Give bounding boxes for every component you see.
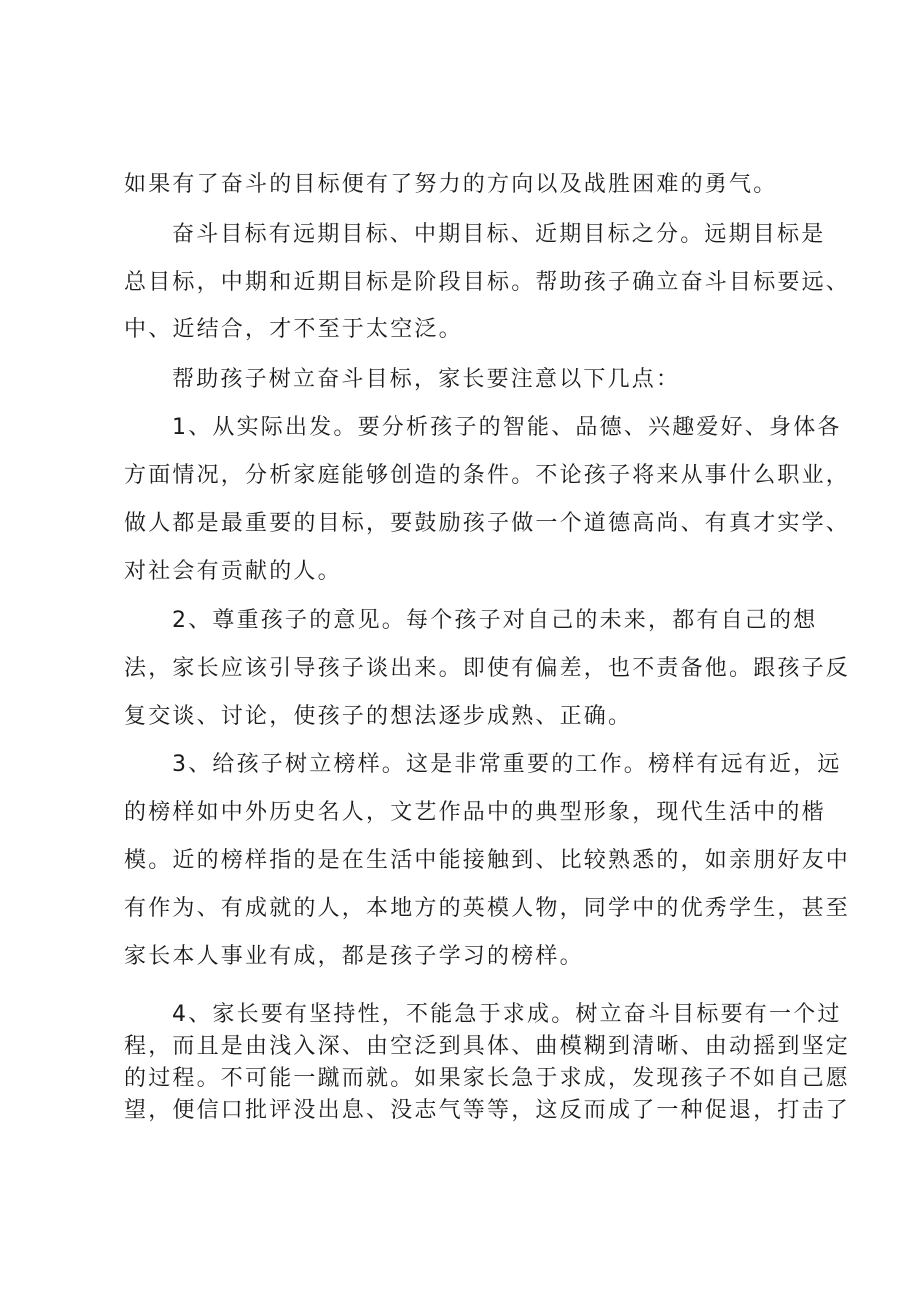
text-line: 望，便信口批评没出息、没志气等等，这反而成了一种促退，打击了 xyxy=(124,1098,851,1123)
paragraph-first-line: 4、家长要有坚持性，不能急于求成。树立奋斗目标要有一个过 xyxy=(172,1002,842,1027)
text-line: 的过程。不可能一蹴而就。如果家长急于求成，发现孩子不如自己愿 xyxy=(124,1066,851,1091)
paragraph-first-line: 2、尊重孩子的意见。每个孩子对自己的未来，都有自己的想 xyxy=(172,608,818,633)
text-line: 的榜样如中外历史名人，文艺作品中的典型形象，现代生活中的楷 xyxy=(124,800,826,825)
text-line: 家长本人事业有成，都是孩子学习的榜样。 xyxy=(124,944,584,969)
paragraph-first-line: 奋斗目标有远期目标、中期目标、近期目标之分。远期目标是 xyxy=(172,222,826,247)
text-line: 模。近的榜样指的是在生活中能接触到、比较熟悉的，如亲朋好友中 xyxy=(124,848,851,873)
text-line: 法，家长应该引导孩子谈出来。即使有偏差，也不责备他。跟孩子反 xyxy=(124,656,851,681)
text-line: 做人都是最重要的目标，要鼓励孩子做一个道德高尚、有真才实学、 xyxy=(124,511,851,536)
text-line: 复交谈、讨论，使孩子的想法逐步成熟、正确。 xyxy=(124,704,633,729)
text-line: 对社会有贡献的人。 xyxy=(124,559,342,584)
text-line: 中、近结合，才不至于太空泛。 xyxy=(124,317,463,342)
text-line: 程，而且是由浅入深、由空泛到具体、曲模糊到清晰、由动摇到坚定 xyxy=(124,1034,851,1059)
paragraph-first-line: 1、从实际出发。要分析孩子的智能、品德、兴趣爱好、身体各 xyxy=(172,415,842,440)
paragraph-first-line: 3、给孩子树立榜样。这是非常重要的工作。榜样有远有近，远 xyxy=(172,752,842,777)
text-line: 如果有了奋斗的目标便有了努力的方向以及战胜困难的勇气。 xyxy=(124,172,778,197)
text-line: 有作为、有成就的人，本地方的英模人物，同学中的优秀学生，甚至 xyxy=(124,896,851,921)
text-line: 总目标，中期和近期目标是阶段目标。帮助孩子确立奋斗目标要远、 xyxy=(124,270,851,295)
paragraph-first-line: 帮助孩子树立奋斗目标，家长要注意以下几点： xyxy=(172,367,681,392)
text-line: 方面情况，分析家庭能够创造的条件。不论孩子将来从事什么职业， xyxy=(124,463,851,488)
